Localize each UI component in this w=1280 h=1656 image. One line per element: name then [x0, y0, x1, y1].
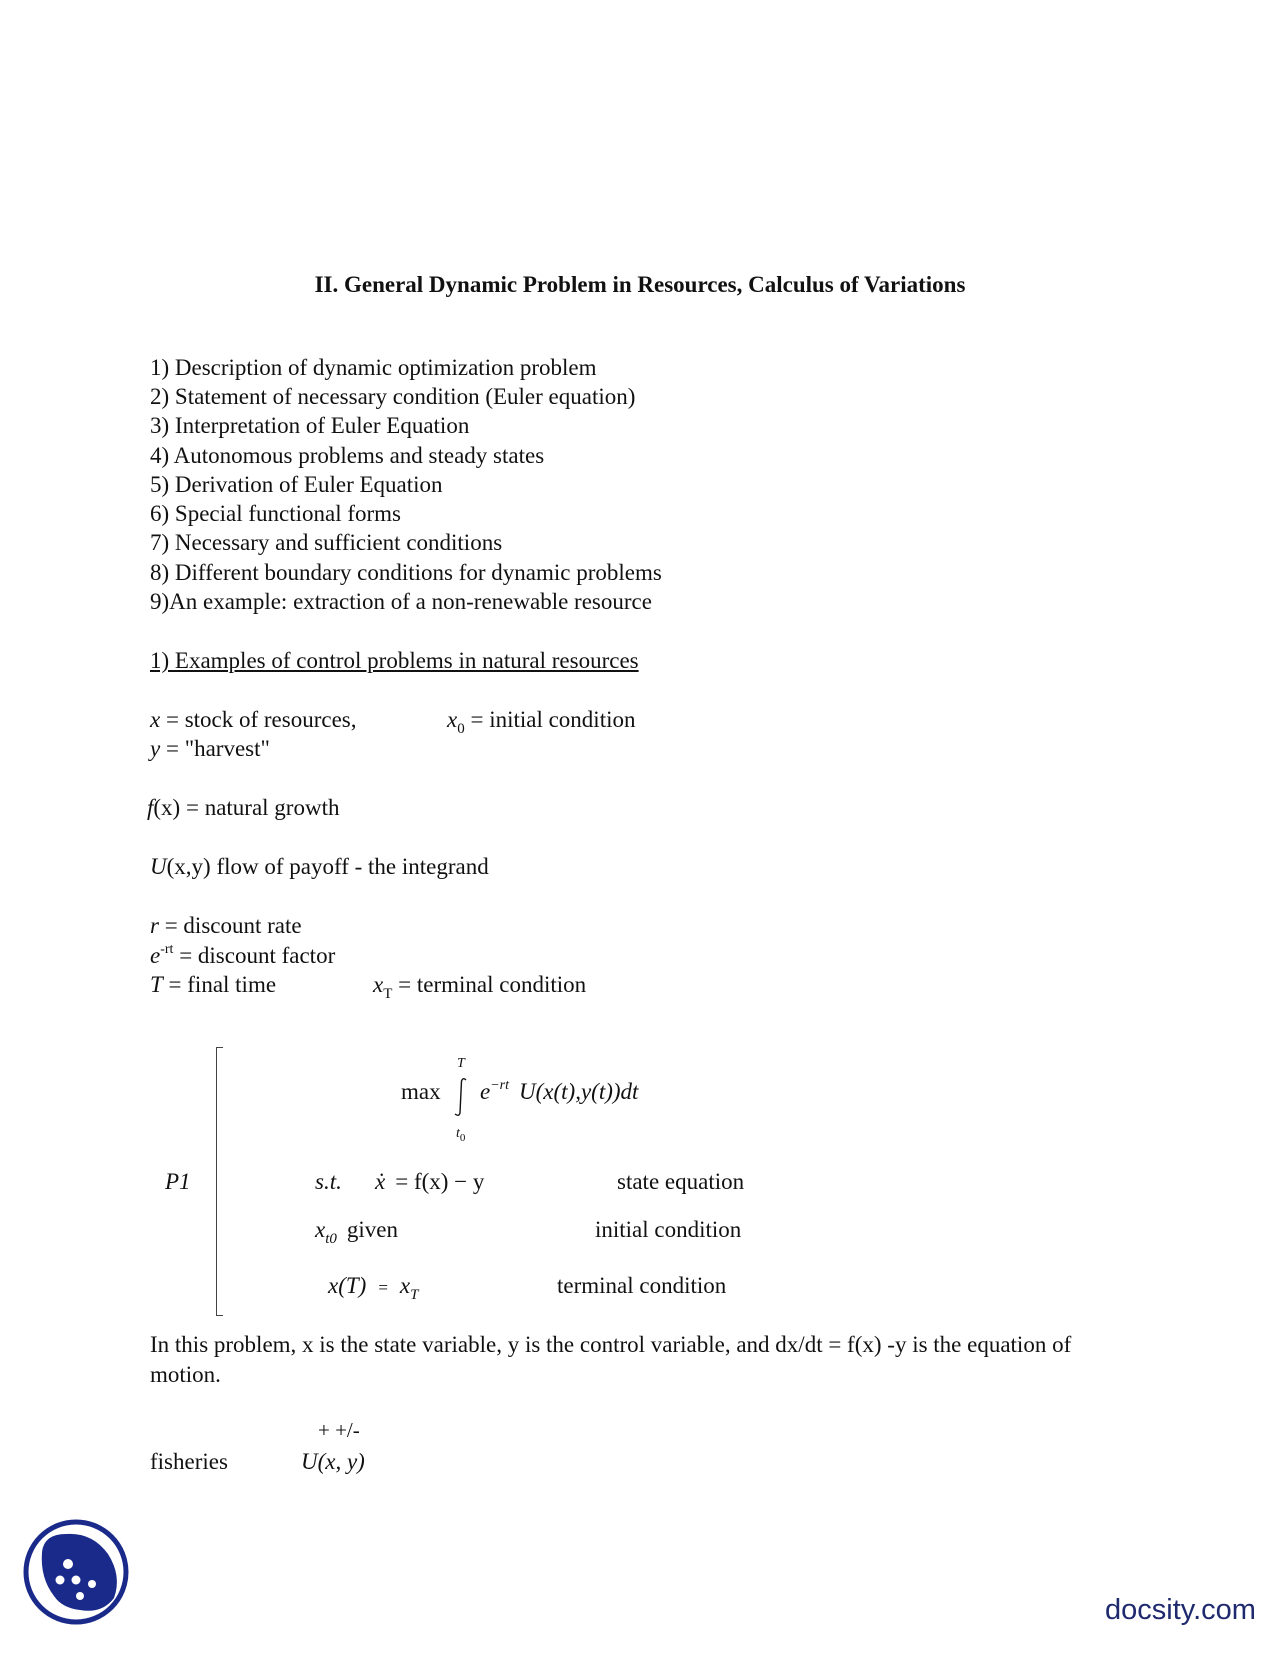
- section-heading: 1) Examples of control problems in natural resources: [150, 648, 639, 673]
- docsity-logo-icon[interactable]: [22, 1518, 130, 1626]
- initial-condition-label: initial condition: [595, 1217, 742, 1242]
- integrand: $e^{-rt}$ U(x(t),y(t))dt: [480, 1078, 639, 1104]
- def-final-time: T = final time: [150, 972, 277, 997]
- def-harvest: y = "harvest": [150, 736, 270, 761]
- integral-upper-limit: T: [457, 1056, 465, 1071]
- fisheries-function: U(x, y): [301, 1449, 365, 1474]
- def-payoff: U(x,y) flow of payoff - the integrand: [150, 854, 489, 879]
- terminal-condition-label: terminal condition: [557, 1273, 727, 1298]
- def-discount-rate: r = discount rate: [150, 913, 302, 938]
- outline-item: 1) Description of dynamic optimization problem: [150, 355, 597, 380]
- def-initial: $x_0$ = initial condition: [447, 707, 636, 737]
- outline-item: 2) Statement of necessary condition (Euler equation): [150, 384, 636, 409]
- max-operator: max: [401, 1079, 441, 1104]
- integral-lower-limit: $t_0$: [456, 1126, 466, 1144]
- outline-item: 6) Special functional forms: [150, 501, 402, 526]
- def-stock: x = stock of resources,: [150, 707, 357, 732]
- subject-to: s.t.: [315, 1169, 342, 1194]
- outline-item: 9)An example: extraction of a non-renewable resource: [150, 589, 652, 614]
- page-title: II. General Dynamic Problem in Resources, Calculus of Variations: [314, 272, 966, 297]
- outline-item: 8) Different boundary conditions for dynamic problems: [150, 560, 662, 585]
- def-terminal: $x_T$ = terminal condition: [373, 972, 587, 1002]
- explanation-paragraph: In this problem, x is the state variable, y is the control variable, and dx/dt = f(x) -y is the equation of motion.: [150, 1332, 1072, 1387]
- initial-given: $x_{t0}$ given: [315, 1217, 398, 1247]
- state-equation-label: state equation: [617, 1169, 745, 1194]
- problem-label: P1: [165, 1169, 191, 1194]
- outline-item: 5) Derivation of Euler Equation: [150, 472, 443, 497]
- outline-item: 7) Necessary and sufficient conditions: [150, 530, 503, 555]
- terminal-equation: $x(T) = x_T$: [328, 1273, 419, 1303]
- fisheries-label: fisheries: [150, 1449, 228, 1474]
- outline-item: 3) Interpretation of Euler Equation: [150, 413, 470, 438]
- problem-bracket: [216, 1047, 223, 1316]
- brand-link[interactable]: docsity.com: [1105, 1594, 1256, 1626]
- state-equation: ẋ = f(x) − y: [375, 1169, 485, 1194]
- def-growth: f(x) = natural growth: [147, 795, 340, 820]
- def-discount-factor: $e^{-rt}$ = discount factor: [150, 942, 336, 968]
- outline-item: 4) Autonomous problems and steady states: [150, 443, 545, 468]
- fisheries-signs: + +/-: [318, 1418, 360, 1442]
- integral-sign: [452, 1077, 470, 1117]
